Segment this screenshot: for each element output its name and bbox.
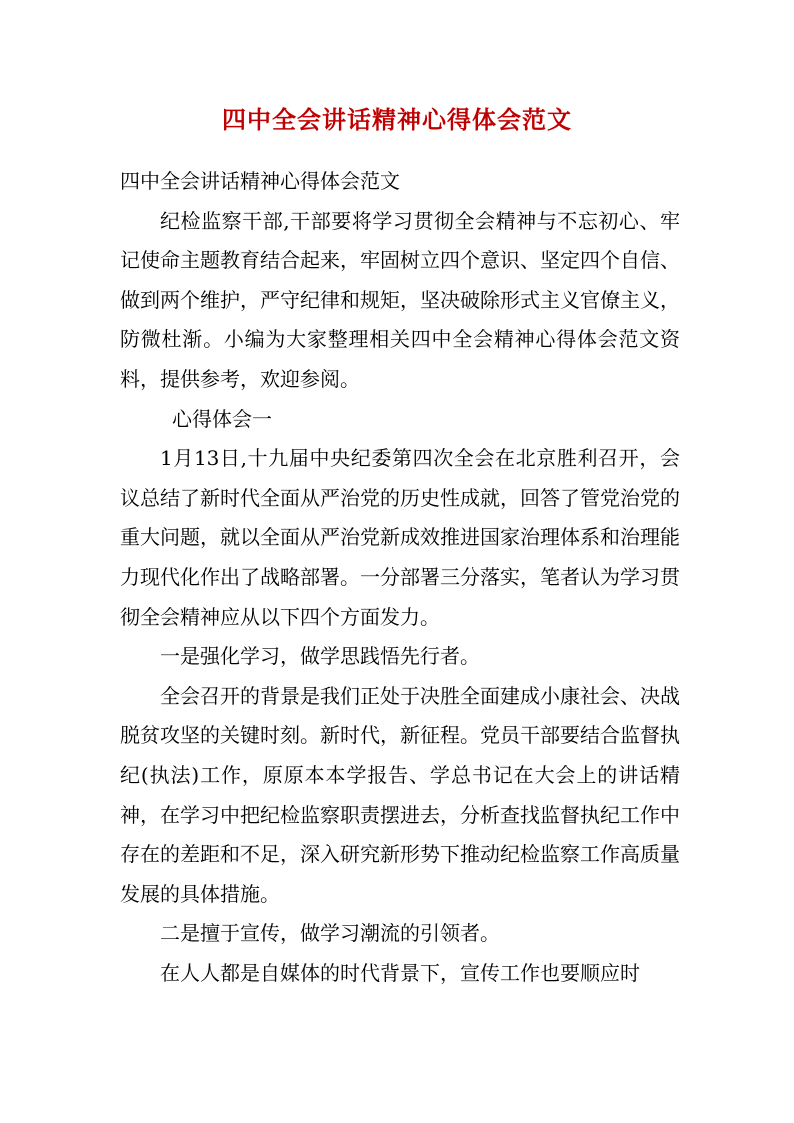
- point-heading: 一是强化学习，做学思践悟先行者。: [160, 644, 480, 669]
- document-title: 四中全会讲话精神心得体会范文: [222, 105, 572, 134]
- body-paragraph: 在人人都是自媒体的时代背景下，宣传工作也要顺应时: [160, 960, 640, 985]
- body-paragraph: 1月13日,十九届中央纪委第四次全会在北京胜利召开，会议总结了新时代全面从严治党的历史性成就，回答了管党治党的重大问题，就以全面从严治党新成效推进国家治理体系和治理能力现代化作出了战略部署。一分部署三分落实，笔者认为学习贯彻全会精神应从以下四个方面发力。: [120, 446, 680, 629]
- point-heading: 二是擅于宣传，做学习潮流的引领者。: [160, 921, 500, 946]
- subtitle-paragraph: 四中全会讲话精神心得体会范文: [120, 169, 400, 193]
- intro-paragraph: 纪检监察干部,干部要将学习贯彻全会精神与不忘初心、牢记使命主题教育结合起来，牢固树立四个意识、坚定四个自信、做到两个维护，严守纪律和规矩，坚决破除形式主义官僚主义，防微杜渐。小编为大家整理相关四中全会精神心得体会范文资料，提供参考，欢迎参阅。: [120, 208, 680, 391]
- section-heading: 心得体会一: [172, 406, 272, 431]
- document-body: [120, 162, 680, 993]
- body-paragraph: 全会召开的背景是我们正处于决胜全面建成小康社会、决战脱贫攻坚的关键时刻。新时代，新征程。党员干部要结合监督执纪(执法)工作，原原本本学报告、学总书记在大会上的讲话精神，在学习中把纪检监察职责摆进去，分析查找监督执纪工作中存在的差距和不足，深入研究新形势下推动纪检监察工作高质量发展的具体措施。: [120, 683, 680, 906]
